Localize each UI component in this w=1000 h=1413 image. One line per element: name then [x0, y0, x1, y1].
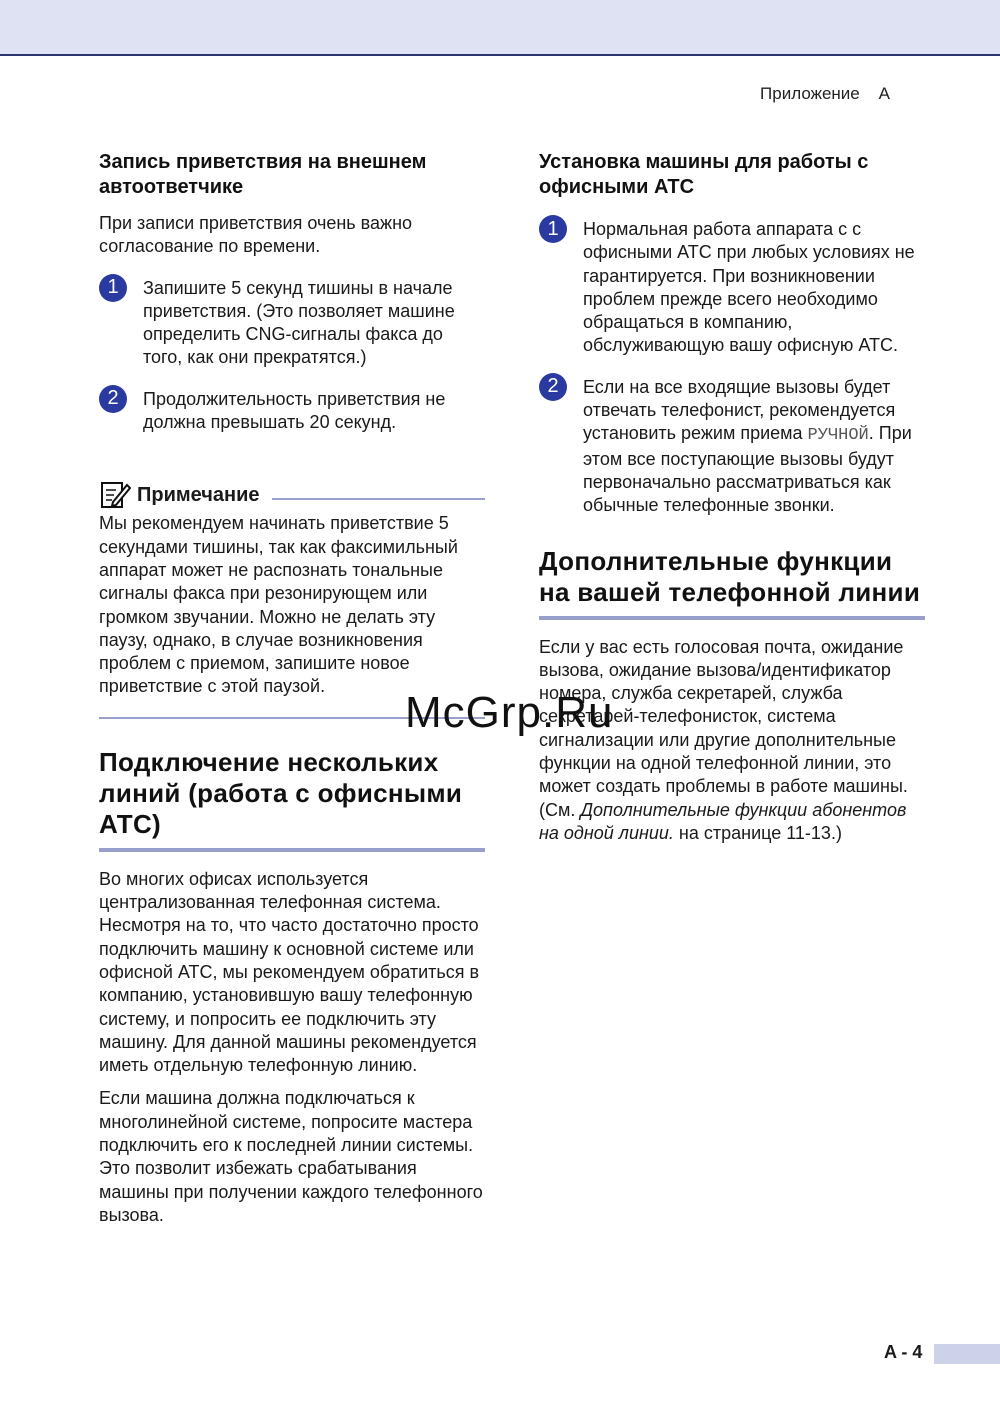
heading-rule — [539, 616, 925, 620]
page-number: A - 4 — [884, 1342, 923, 1362]
watermark: McGrp.Ru — [405, 688, 614, 737]
page-tab-bar — [934, 1344, 1000, 1364]
step-text: Нормальная работа аппарата с с офисными АТС при любых условиях не гарантируется. При возникновении проблем прежде всего необходимо обращаться в компанию, обслуживающую вашу офисную АТС. — [583, 219, 915, 356]
section-title-pbx: Установка машины для работы с офисными АТС — [539, 151, 869, 198]
step-text-before: Если на все входящие вызовы будет отвечать телефонист, рекомендуется установить режим приема — [583, 376, 896, 444]
mode-name: РУЧНОЙ — [807, 426, 869, 446]
ref-close: на странице 11-13.) — [673, 822, 842, 843]
step-number-icon: 2 — [99, 385, 127, 413]
note-header — [99, 480, 485, 510]
cross-reference — [539, 799, 925, 846]
step-2 — [539, 376, 925, 518]
right-column — [539, 150, 925, 855]
chapter-label: Приложение A — [760, 84, 890, 103]
note-title: Примечание — [137, 483, 260, 506]
ref-open: (См. — [539, 799, 581, 820]
section-title-extra-functions: Дополнительные функции на вашей телефонной линии — [539, 545, 921, 607]
step-text-after: . При этом все поступающие вызовы будут первоначально рассматриваться как обычные телефонные звонки. — [583, 423, 912, 516]
step-number-icon: 1 — [539, 215, 567, 243]
step-text: Продолжительность приветствия не должна превышать 20 секунд. — [143, 388, 446, 433]
top-band — [0, 0, 1000, 56]
step-number-icon: 1 — [99, 274, 127, 302]
paragraph: Во многих офисах используется централизованная телефонная система. Несмотря на то, что часто достаточно просто подключить машину к основной системе или офисной АТС, мы рекомендуем обратиться в компанию, установившую вашу телефонную систему, и попросить ее подключить эту машину. Для данной машины рекомендуется иметь отдельную телефонную линию. — [99, 868, 480, 1076]
heading-rule — [99, 848, 485, 852]
step-1 — [539, 218, 925, 358]
step-text — [583, 376, 925, 518]
step-text: Запишите 5 секунд тишины в начале приветствия. (Это позволяет машине определить CNG-сигналы факса до того, как они прекратятся.) — [143, 277, 455, 368]
step-2 — [99, 388, 485, 435]
step-1 — [99, 277, 485, 370]
section-title-multiline: Подключение нескольких линий (работа с офисными АТС) — [99, 746, 463, 839]
step-number-icon: 2 — [539, 373, 567, 401]
note-divider — [272, 498, 485, 500]
ref-title: Дополнительные функции абонентов на одной линии. — [539, 799, 907, 843]
paragraph: Если у вас есть голосовая почта, ожидание вызова, ожидание вызова/идентификатор номера, служба секретарей, служба секретарей-телефонисток, система сигнализации или другие дополнительные функции на одной телефонной линии, это может создать проблемы в работе машины. — [539, 636, 908, 797]
note-text: Мы рекомендуем начинать приветствие 5 секундами тишины, так как факсимильный аппарат может не распознать тональные сигналы факса при резонирующем или громком звучании. Можно не делать эту паузу, однако, в случае возникновения проблем с приемом, запишите новое приветствие с этой паузой. — [99, 513, 458, 697]
section-title-greeting: Запись приветствия на внешнем автоответчике — [99, 151, 427, 198]
section-intro: При записи приветствия очень важно согласование по времени. — [99, 213, 413, 257]
note-pencil-icon — [99, 480, 131, 510]
paragraph: Если машина должна подключаться к многолинейной системе, попросите мастера подключить его к последней линии системы. Это позволит избежать срабатывания машины при получении каждого телефонного вызова. — [99, 1088, 483, 1225]
